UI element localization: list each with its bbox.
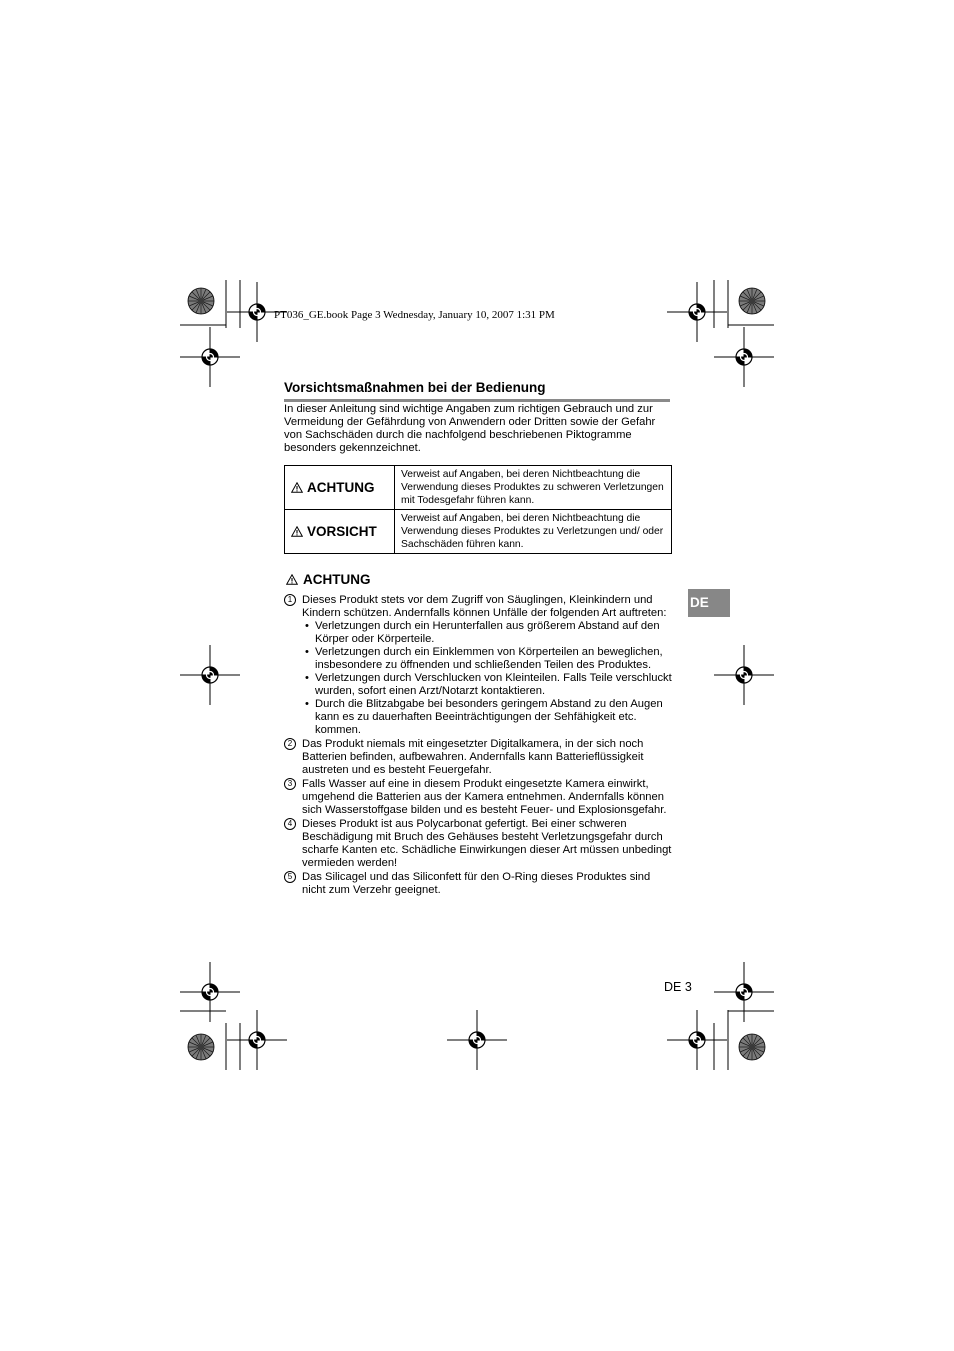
section-title: Vorsichtsmaßnahmen bei der Bedienung [284,380,546,395]
book-header-line: PT036_GE.book Page 3 Wednesday, January 10, 2007 1:31 PM [274,309,555,321]
hazard-legend-table [284,465,672,554]
legend-description: Verweist auf Angaben, bei deren Nichtbeachtung die Verwendung dieses Produktes zu schweren Verletzungen mit Todesgefahr führen kann. [395,466,672,510]
intro-paragraph: In dieser Anleitung sind wichtige Angaben zum richtigen Gebrauch und zur Vermeidung der Gefährdung von Anwendern oder Dritten sowie der Gefahr von Sachschäden durch die nachfolgend beschriebenen Piktogramme besonders gekennzeichnet. [284,403,656,454]
item-text: Dieses Produkt ist aus Polycarbonat gefertigt. Bei einer schweren Beschädigung mit Bruch des Gehäuses besteht Verletzungsgefahr durch scharfe Kanten etc. Schädliche Einwirkungen dieser Art müssen unbedingt vermieden werden! [302,818,672,869]
legend-description: Verweist auf Angaben, bei deren Nichtbeachtung die Verwendung dieses Produktes zu Verletzungen und/ oder Sachschäden führen kann. [395,510,672,554]
registration-mark-icon [714,327,774,387]
legend-label-cell [285,466,395,510]
registration-mark-icon [714,962,774,1022]
item-text: Das Produkt niemals mit eingesetzter Digitalkamera, in der sich noch Batterien befinden, aufbewahren. Andernfalls kann Batterieflüssigkeit austreten und es besteht Feuergefahr. [302,738,644,776]
bullet-item: • Verletzungen durch ein Einklemmen von Körperteilen an beweglichen, insbesondere zu öffnenden und schließenden Teilen des Produktes. [302,646,672,672]
item-text: Falls Wasser auf eine in diesem Produkt eingesetzte Kamera einwirkt, umgehend die Batterien aus der Kamera entnehmen. Andernfalls können sich Wasserstoffgase bilden und es besteht Feuer- und Explosionsgefahr. [302,778,667,816]
page-number: DE 3 [664,980,692,994]
list-item [284,871,672,897]
color-wheel-icon [739,1034,765,1060]
warning-triangle-icon [286,574,298,585]
section-divider [284,399,670,402]
achtung-heading [286,572,371,587]
bullet-item: • Verletzungen durch Verschlucken von Kleinteilen. Falls Teile verschluckt wurden, sofort einen Arzt/Notarzt kontaktieren. [302,672,672,698]
legend-row-achtung [285,466,672,510]
color-wheel-icon [188,288,214,314]
list-item [284,738,672,777]
color-wheel-icon [188,1034,214,1060]
circled-number: 2 [284,738,296,750]
item-text: Dieses Produkt stets vor dem Zugriff von Säuglingen, Kleinkindern und Kindern schützen. Andernfalls können Unfälle der folgenden Art auftreten: [302,594,667,619]
circled-number: 5 [284,871,296,883]
registration-mark-icon [714,645,774,705]
circled-number: 1 [284,594,296,606]
bullet-list [302,620,672,737]
legend-label-cell [285,510,395,554]
list-item [284,778,672,817]
registration-mark-icon [180,327,240,387]
registration-mark-icon [227,1010,287,1070]
registration-mark-icon [180,645,240,705]
warning-triangle-icon [291,482,303,493]
registration-mark-icon [667,282,727,342]
legend-label: VORSICHT [307,524,377,539]
achtung-list [284,594,672,898]
registration-mark-icon [667,1010,727,1070]
warning-triangle-icon [291,526,303,537]
achtung-heading-label: ACHTUNG [303,572,371,587]
legend-row-vorsicht [285,510,672,554]
bullet-item: • Verletzungen durch ein Herunterfallen aus größerem Abstand auf den Körper oder Körperteile. [302,620,672,646]
circled-number: 4 [284,818,296,830]
bullet-item: • Durch die Blitzabgabe bei besonders geringem Abstand zu den Augen kann es zu dauerhaften Beeinträchtigungen der Sehfähigkeit etc. kommen. [302,698,672,737]
circled-number: 3 [284,778,296,790]
registration-mark-icon [447,1010,507,1070]
list-item [284,818,672,870]
item-text: Das Silicagel und das Siliconfett für den O-Ring dieses Produktes sind nicht zum Verzehr geeignet. [302,871,651,896]
language-tab: DE [688,589,730,617]
legend-label: ACHTUNG [307,480,375,495]
list-item [284,594,672,737]
registration-mark-icon [180,962,240,1022]
color-wheel-icon [739,288,765,314]
